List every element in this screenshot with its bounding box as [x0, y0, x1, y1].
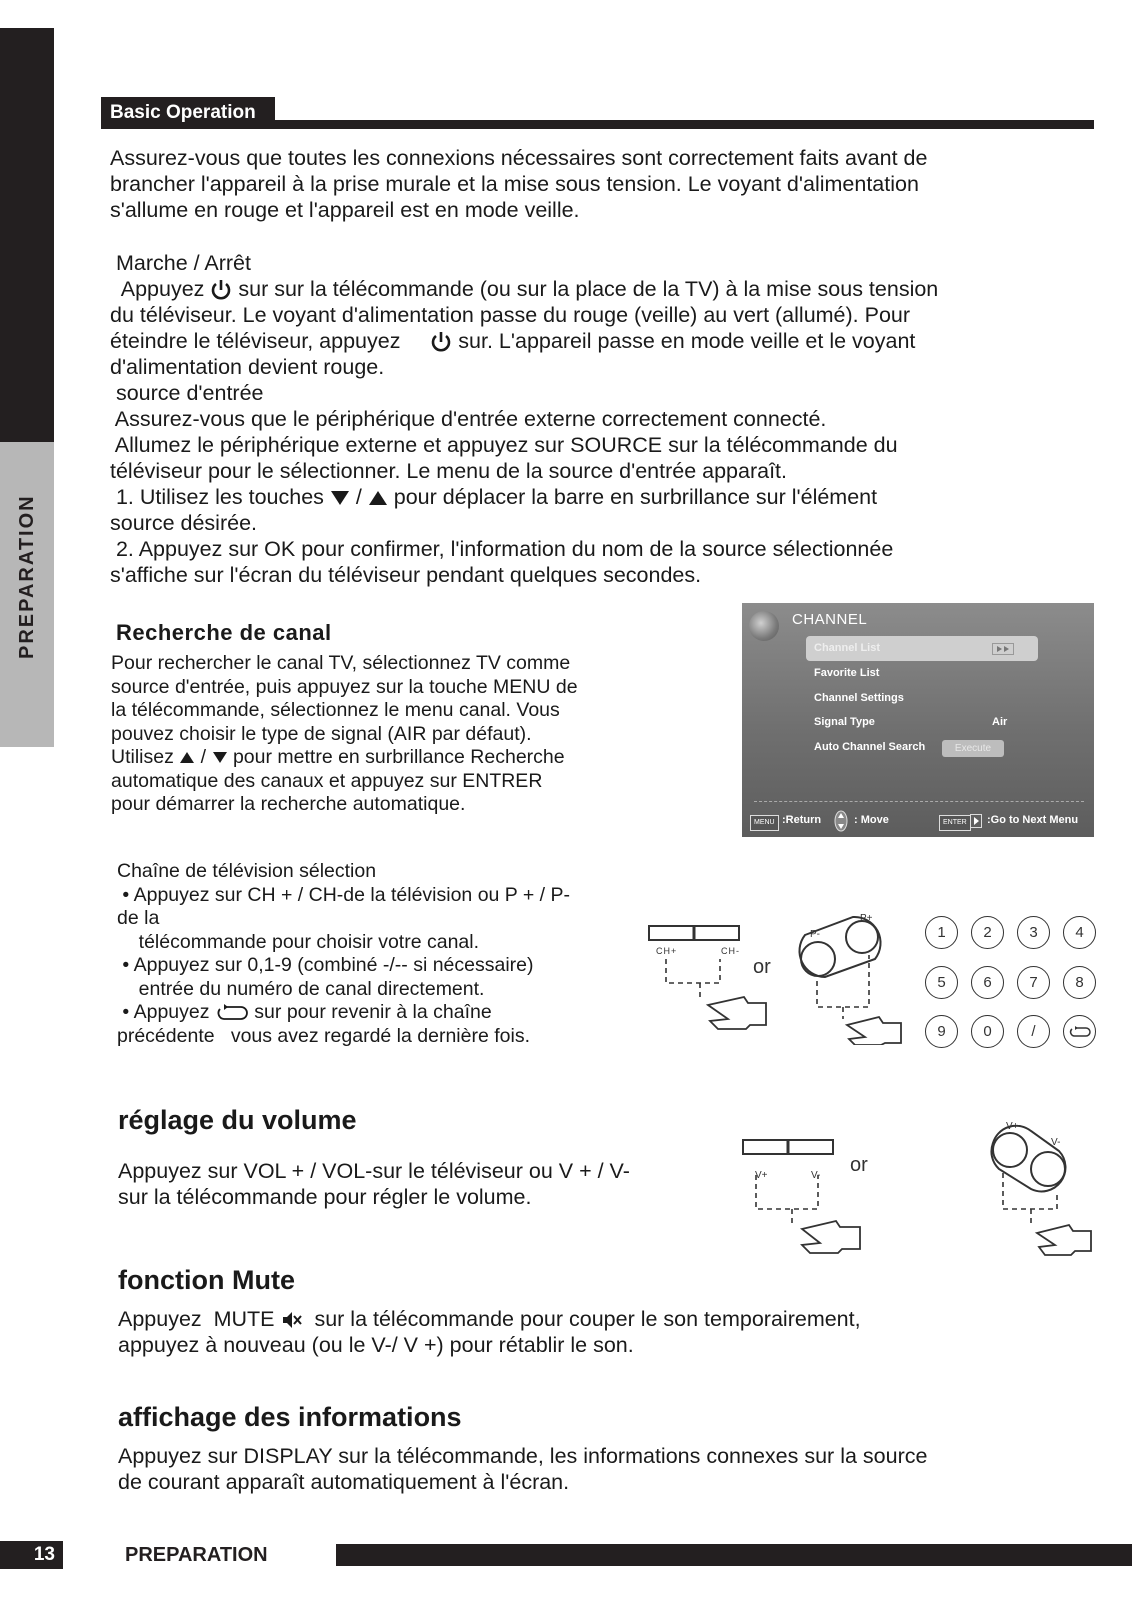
footer-rule — [336, 1544, 1132, 1566]
source-line: Allumez le périphérique externe et appuyez sur SOURCE sur la télécommande du — [110, 433, 898, 457]
arrow-up-icon — [179, 751, 195, 764]
header-rule — [275, 120, 1094, 129]
power-text: éteindre le téléviseur, appuyez — [110, 329, 407, 353]
forward-icon — [992, 643, 1014, 655]
footer-label: PREPARATION — [125, 1544, 268, 1566]
channel-search-line: automatique des canaux et appuyez sur ENTRER — [111, 769, 543, 792]
source-text: pour déplacer la barre en surbrillance sur l'élément — [387, 485, 878, 509]
source-line: source désirée. — [110, 511, 257, 535]
channel-select-line: Chaîne de télévision sélection — [117, 860, 377, 882]
p-minus-label: P- — [810, 929, 820, 940]
next-arrow-icon — [970, 814, 982, 828]
return-hint: :Return — [782, 814, 822, 826]
channel-select-line: télécommande pour choisir votre canal. — [117, 930, 480, 953]
channel-search-text: pour mettre en surbrillance Recherche — [227, 746, 565, 768]
menu-item-channel-list[interactable]: Channel List — [814, 642, 881, 654]
key-2[interactable]: 2 — [971, 916, 1004, 949]
arrow-down-icon — [212, 751, 228, 764]
next-menu-hint: :Go to Next Menu — [987, 814, 1079, 826]
return-channel-icon — [215, 1004, 249, 1022]
menu-title: CHANNEL — [792, 611, 868, 628]
channel-select-text — [117, 860, 570, 1048]
key-4[interactable]: 4 — [1063, 916, 1096, 949]
mute-line — [118, 1306, 861, 1332]
power-text: sur. L'appareil passe en mode veille et le voyant — [452, 329, 916, 353]
key-0[interactable]: 0 — [971, 1015, 1004, 1048]
power-line — [110, 276, 938, 302]
channel-menu-screen — [742, 603, 1094, 837]
channel-search-line: pouvez choisir le type de signal (AIR par défaut). — [111, 722, 532, 745]
v-minus-label: V- — [811, 1170, 821, 1181]
sidebar-dark-band — [0, 28, 54, 442]
channel-search-text: / — [195, 746, 212, 768]
mute-icon — [281, 1310, 303, 1330]
key-6[interactable]: 6 — [971, 966, 1004, 999]
volume-line: Appuyez sur VOL + / VOL-sur le téléviseur ou V + / V- — [118, 1159, 630, 1183]
mute-text-span: Appuyez MUTE — [118, 1307, 281, 1331]
channel-select-line: entrée du numéro de canal directement. — [117, 977, 485, 1000]
page-number: 13 — [0, 1541, 63, 1569]
source-line: téléviseur pour le sélectionner. Le menu de la source d'entrée apparaît. — [110, 459, 787, 483]
power-heading: Marche / Arrêt — [110, 251, 251, 275]
key-3[interactable]: 3 — [1017, 916, 1050, 949]
mute-text-span: sur la télécommande pour couper le son temporairement, — [302, 1307, 861, 1331]
channel-select-line: • Appuyez sur 0,1-9 (combiné -/-- si nécessaire) — [117, 954, 534, 976]
enter-key-tag: ENTER — [939, 815, 971, 831]
source-heading: source d'entrée — [110, 381, 264, 405]
channel-search-text — [111, 652, 578, 817]
move-icon — [834, 810, 848, 832]
ch-plus-label: CH+ — [656, 946, 678, 956]
signal-type-value: Air — [992, 716, 1008, 728]
volume-text — [118, 1158, 630, 1210]
source-line: 2. Appuyez sur OK pour confirmer, l'information du nom de la source sélectionnée — [110, 537, 894, 561]
remote-v-plus-label: V+ — [1006, 1121, 1019, 1132]
info-heading: affichage des informations — [118, 1402, 462, 1432]
menu-item-channel-settings[interactable]: Channel Settings — [814, 692, 904, 704]
channel-select-text-span: • Appuyez — [117, 1001, 215, 1023]
key-7[interactable]: 7 — [1017, 966, 1050, 999]
channel-select-text-span: sur pour revenir à la chaîne — [248, 1001, 492, 1023]
channel-search-text: Utilisez — [111, 746, 180, 768]
menu-item-signal-type[interactable]: Signal Type — [814, 716, 875, 728]
menu-key-tag: MENU — [750, 815, 779, 831]
or-label: or — [753, 956, 771, 978]
info-text — [118, 1443, 927, 1495]
source-section — [110, 380, 898, 588]
source-text: / — [349, 485, 368, 509]
or-label: or — [850, 1154, 868, 1176]
intro-paragraph — [110, 145, 927, 223]
execute-button[interactable]: Execute — [942, 740, 1004, 757]
channel-search-heading: Recherche de canal — [116, 620, 332, 645]
p-plus-label: P+ — [860, 913, 873, 924]
channel-search-line: source d'entrée, puis appuyez sur la touche MENU de — [111, 675, 578, 698]
key-slash[interactable]: / — [1017, 1015, 1050, 1048]
power-line: du téléviseur. Le voyant d'alimentation passe du rouge (veille) au vert (allumé). Pour — [110, 303, 911, 327]
key-8[interactable]: 8 — [1063, 966, 1096, 999]
power-line: d'alimentation devient rouge. — [110, 355, 385, 379]
tv-channel-buttons-diagram — [648, 925, 778, 1041]
intro-line: Assurez-vous que toutes les connexions nécessaires sont correctement faits avant de — [110, 146, 928, 170]
menu-divider — [754, 801, 1084, 802]
source-line: Assurez-vous que le périphérique d'entrée externe correctement connecté. — [110, 407, 827, 431]
arrow-down-icon — [330, 490, 350, 506]
mute-text — [118, 1306, 861, 1358]
source-line: s'affiche sur l'écran du téléviseur pendant quelques secondes. — [110, 563, 702, 587]
power-text: sur sur la télécommande (ou sur la place de la TV) à la mise sous tension — [232, 277, 939, 301]
key-return[interactable] — [1063, 1015, 1096, 1048]
power-section — [110, 250, 938, 380]
section-header: Basic Operation — [101, 97, 275, 129]
sidebar-label: PREPARATION — [16, 494, 38, 659]
mute-line: appuyez à nouveau (ou le V-/ V +) pour rétablir le son. — [118, 1333, 634, 1357]
power-text: Appuyez — [110, 277, 211, 301]
arrow-up-icon — [368, 490, 388, 506]
channel-select-line: • Appuyez sur CH + / CH-de la télévision ou P + / P- — [117, 883, 571, 906]
power-icon — [210, 279, 232, 301]
return-channel-icon — [1069, 1026, 1091, 1038]
key-5[interactable]: 5 — [925, 966, 958, 999]
channel-select-line: précédente vous avez regardé la dernière fois. — [117, 1024, 530, 1047]
remote-volume-buttons-diagram — [985, 1125, 1100, 1260]
volume-line: sur la télécommande pour régler le volume. — [118, 1185, 532, 1209]
mute-heading: fonction Mute — [118, 1265, 295, 1295]
channel-search-line: Pour rechercher le canal TV, sélectionnez TV comme — [111, 652, 571, 674]
move-hint: : Move — [854, 814, 889, 826]
volume-heading: réglage du volume — [118, 1105, 357, 1135]
source-text: 1. Utilisez les touches — [110, 485, 330, 509]
channel-search-line: pour démarrer la recherche automatique. — [111, 793, 466, 815]
menu-item-favorite-list[interactable]: Favorite List — [814, 667, 880, 679]
menu-disc-icon — [749, 611, 779, 641]
menu-item-auto-search[interactable]: Auto Channel Search — [814, 741, 926, 753]
channel-search-line: la télécommande, sélectionnez le menu canal. Vous — [111, 699, 560, 721]
power-icon — [430, 331, 452, 353]
channel-select-line: de la — [117, 907, 160, 929]
source-step1 — [110, 484, 898, 510]
channel-select-line — [117, 1001, 570, 1025]
info-line: de courant apparaît automatiquement à l'écran. — [118, 1470, 570, 1494]
info-line: Appuyez sur DISPLAY sur la télécommande, les informations connexes sur la source — [118, 1444, 928, 1468]
intro-line: s'allume en rouge et l'appareil est en mode veille. — [110, 198, 580, 222]
v-plus-label: V+ — [755, 1170, 768, 1181]
intro-line: brancher l'appareil à la prise murale et la mise sous tension. Le voyant d'alimentation — [110, 172, 919, 196]
key-1[interactable]: 1 — [925, 916, 958, 949]
power-line — [110, 328, 938, 354]
remote-v-minus-label: V- — [1051, 1137, 1061, 1148]
channel-search-line — [111, 746, 578, 770]
key-9[interactable]: 9 — [925, 1015, 958, 1048]
ch-minus-label: CH- — [721, 946, 740, 956]
